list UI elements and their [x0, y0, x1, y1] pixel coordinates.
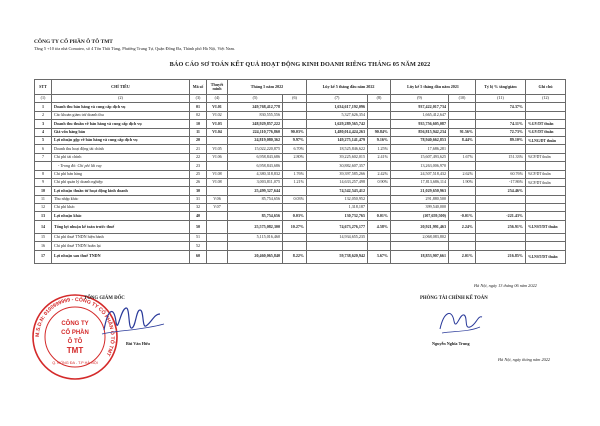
table-row [35, 136, 566, 144]
row-thang5-value: 5,115,016,460 [228, 233, 283, 241]
row-stt: 1 [35, 103, 52, 111]
row-ma-so: 22 [190, 153, 207, 161]
table-row [35, 212, 566, 220]
row-thuyet-minh [207, 242, 228, 250]
row-2022-value: 1,318,187 [307, 204, 368, 212]
row-thang5-value: 6,958,843,686 [228, 162, 283, 170]
row-thang5-pct [283, 187, 307, 195]
row-thuyet-minh: VI.08 [207, 178, 228, 186]
row-2022-value: 18,525,846,622 [307, 145, 368, 153]
row-note [526, 195, 566, 203]
header-ty-le: Tỷ lệ % tăng/giảm [476, 80, 526, 95]
row-note: %CP/DT thuần [526, 170, 566, 178]
accountant-signature [434, 305, 486, 339]
row-2022-pct: 3.67% [368, 250, 391, 263]
table-row [35, 170, 566, 178]
row-thang5-value: 25,499,327,644 [228, 187, 283, 195]
table-row [35, 204, 566, 212]
row-thang5-value [228, 242, 283, 250]
row-note [526, 187, 566, 195]
index-cell: (6) [283, 95, 307, 103]
row-note: %GV/DT thuần [526, 120, 566, 128]
header-luy-ke-2021: Lũy kế 5 tháng đầu năm 2021 [391, 80, 476, 95]
table-row [35, 120, 566, 128]
director-title: TỔNG GIÁM ĐỐC [84, 296, 125, 301]
row-2021-value: 24,507,518,432 [391, 170, 449, 178]
row-thang5-pct: 90.03% [283, 128, 307, 136]
row-2022-value: 39,225,602,015 [307, 153, 368, 161]
row-thang5-value: 224,110,776,860 [228, 128, 283, 136]
index-cell: (11) [476, 95, 526, 103]
row-2021-pct [449, 204, 476, 212]
row-stt: 15 [35, 233, 52, 241]
table-row [35, 195, 566, 203]
row-thuyet-minh: VI.01 [207, 103, 228, 111]
row-2021-pct [449, 195, 476, 203]
row-2021-pct: -0.01% [449, 212, 476, 220]
row-2021-value: (107,659,500) [391, 212, 449, 220]
row-ma-so: 32 [190, 204, 207, 212]
row-thang5-pct: 2.80% [283, 153, 307, 161]
company-name: CÔNG TY CỔ PHẦN Ô TÔ TMT [34, 39, 113, 45]
row-thang5-pct: 0.03% [283, 212, 307, 220]
row-2022-value: 59,738,620,942 [307, 250, 368, 263]
header-thang5: Tháng 5 năm 2022 [228, 80, 307, 95]
row-thang5-pct: 0.03% [283, 195, 307, 203]
row-thuyet-minh [207, 220, 228, 233]
row-change-pct: 72.73% [476, 128, 526, 136]
row-2021-value: 856,815,942,234 [391, 128, 449, 136]
footer-date: Hà Nội, ngày tháng năm 2022 [498, 357, 551, 362]
row-2022-value: 1,634,617,192,096 [307, 103, 368, 111]
row-stt: 14 [35, 220, 52, 233]
row-2021-pct [449, 103, 476, 111]
row-change-pct: 74.11% [476, 120, 526, 128]
row-name: Doanh thu bán hàng và cung cấp dịch vụ [52, 103, 190, 111]
row-2021-value: 17,813,686,114 [391, 178, 449, 186]
row-thuyet-minh: V.07 [207, 204, 228, 212]
row-2021-pct: 91.56% [449, 128, 476, 136]
row-name: Tổng lợi nhuận kế toán trước thuế [52, 220, 190, 233]
row-2021-value: 17,686,281 [391, 145, 449, 153]
stamp-bottom-text: Q. ĐỐNG ĐA - T.P HÀ NỘI [52, 361, 98, 365]
row-ma-so: 30 [190, 187, 207, 195]
row-name: Thu nhập khác [52, 195, 190, 203]
row-note: %CP/DT thuần [526, 153, 566, 161]
row-ma-so: 11 [190, 128, 207, 136]
row-ma-so: 26 [190, 178, 207, 186]
row-name: Chi phí khác [52, 204, 190, 212]
row-2022-pct [368, 187, 391, 195]
index-cell: (4) [207, 95, 228, 103]
row-thuyet-minh [207, 250, 228, 263]
row-change-pct: 254.46% [476, 187, 526, 195]
row-ma-so: 20 [190, 136, 207, 144]
row-note [526, 111, 566, 119]
row-name: Chi phí quản lý doanh nghiệp [52, 178, 190, 186]
row-thuyet-minh: VI.02 [207, 111, 228, 119]
table-header-row [35, 80, 566, 95]
index-cell: (2) [52, 95, 190, 103]
row-thang5-pct: 1.21% [283, 178, 307, 186]
row-thang5-value: 25,575,082,300 [228, 220, 283, 233]
row-2021-pct [449, 111, 476, 119]
header-stt: STT [35, 80, 52, 95]
table-body [35, 103, 566, 263]
report-table [34, 79, 566, 264]
row-ma-so: 21 [190, 145, 207, 153]
row-thang5-value: 24,819,080,362 [228, 136, 283, 144]
row-name: - Trong đó: Chi phí lãi vay [52, 162, 190, 170]
row-thuyet-minh: V.06 [207, 195, 228, 203]
stamp-ring-text: M.S.D.N: 0100999999 - CÔNG TY CỔ PHẦN Ô TÔ TMT [34, 296, 116, 357]
report-date: Hà Nội, ngày 13 tháng 06 năm 2022 [474, 283, 537, 288]
row-stt: 9 [35, 178, 52, 186]
row-ma-so: 31 [190, 195, 207, 203]
row-thang5-value: 15,022,220,875 [228, 145, 283, 153]
row-note [526, 162, 566, 170]
row-2022-pct [368, 233, 391, 241]
row-2022-pct [368, 120, 391, 128]
row-2021-pct: 2.62% [449, 170, 476, 178]
row-note [526, 233, 566, 241]
row-change-pct: 74.37% [476, 103, 526, 111]
header-chi-tieu: CHỈ TIÊU [52, 80, 190, 95]
row-name: Các khoản giảm trừ doanh thu [52, 111, 190, 119]
company-address: Tầng 5 +10 tòa nhà Comateo, số 4 Tôn Thất Tùng, Phường Trung Tự, Quận Đống Đa, Thành phố Hà Nội, Việt Nam. [34, 46, 236, 51]
row-2021-pct: 2.24% [449, 220, 476, 233]
row-2022-pct: 1.25% [368, 145, 391, 153]
table-row [35, 128, 566, 136]
row-thuyet-minh: VI.08 [207, 170, 228, 178]
row-2022-value: 14,633,257,498 [307, 178, 368, 186]
row-name: Lợi nhuận thuần từ hoạt động kinh doanh [52, 187, 190, 195]
accountant-name: Nguyễn Nghĩa Trung [432, 341, 470, 346]
row-2022-value: 74,673,276,177 [307, 220, 368, 233]
stamp-line: CÔNG TY [61, 321, 89, 327]
row-2021-value: 78,940,662,853 [391, 136, 449, 144]
row-note [526, 145, 566, 153]
row-2021-value: 937,422,017,734 [391, 103, 449, 111]
row-2021-value: 15,607,493,625 [391, 153, 449, 161]
row-2022-value: 30,882,607,357 [307, 162, 368, 170]
row-thang5-pct: 8.22% [283, 250, 307, 263]
row-2022-pct: 2.42% [368, 170, 391, 178]
row-stt: 5 [35, 136, 52, 144]
row-2021-value: 13,263,006,970 [391, 162, 449, 170]
row-2022-pct: 9.16% [368, 136, 391, 144]
row-note [526, 242, 566, 250]
row-stt: 4 [35, 128, 52, 136]
row-note [526, 212, 566, 220]
row-thang5-value: 3,003,811,075 [228, 178, 283, 186]
row-2022-value: 1,480,014,424,263 [307, 128, 368, 136]
header-luy-ke-2022: Lũy kế 5 tháng đầu năm 2022 [307, 80, 391, 95]
table-row [35, 178, 566, 186]
stamp-line: TMT [66, 346, 84, 355]
row-2022-pct [368, 195, 391, 203]
row-stt: 16 [35, 242, 52, 250]
row-stt: 8 [35, 170, 52, 178]
row-2021-pct: 2.01% [449, 250, 476, 263]
row-ma-so: 60 [190, 250, 207, 263]
row-name: Chi phí tài chính [52, 153, 190, 161]
row-stt: 3 [35, 120, 52, 128]
row-thang5-pct [283, 103, 307, 111]
index-cell: (9) [391, 95, 449, 103]
row-name: Lợi nhuận khác [52, 212, 190, 220]
row-thang5-pct: 1.76% [283, 170, 307, 178]
row-note [526, 204, 566, 212]
row-2022-pct: 90.84% [368, 128, 391, 136]
row-thang5-value: 248,929,857,222 [228, 120, 283, 128]
row-thang5-pct: 10.27% [283, 220, 307, 233]
row-change-pct: 151.33% [476, 153, 526, 161]
row-change-pct: 216.85% [476, 250, 526, 263]
table-row [35, 242, 566, 250]
row-2022-pct [368, 111, 391, 119]
row-note: %CP/DT thuần [526, 178, 566, 186]
table-row [35, 153, 566, 161]
stamp-line: CỔ PHẦN [61, 330, 89, 336]
row-2022-value: 149,275,141,479 [307, 136, 368, 144]
row-2022-pct [368, 103, 391, 111]
table-row [35, 103, 566, 111]
row-change-pct [476, 195, 526, 203]
row-name: Chi phí thuế TNDN hiện hành [52, 233, 190, 241]
table-row [35, 233, 566, 241]
row-name: Chi phí thuế TNDN hoãn lại [52, 242, 190, 250]
index-cell: (10) [449, 95, 476, 103]
row-2022-pct: 0.01% [368, 212, 391, 220]
index-cell: (7) [307, 95, 368, 103]
row-thuyet-minh: VI.03 [207, 120, 228, 128]
row-thuyet-minh: VI.05 [207, 145, 228, 153]
row-2022-pct [368, 162, 391, 170]
row-2021-value: 935,756,605,087 [391, 120, 449, 128]
row-stt: 13 [35, 212, 52, 220]
row-2021-value: 2,068,083,802 [391, 233, 449, 241]
row-thang5-pct [283, 162, 307, 170]
row-thuyet-minh: VI.04 [207, 128, 228, 136]
row-stt: 7 [35, 153, 52, 161]
row-2022-value: 1,629,289,565,742 [307, 120, 368, 128]
director-signature [98, 300, 168, 344]
row-name: Lợi nhuận sau thuế TNDN [52, 250, 190, 263]
row-ma-so: 25 [190, 170, 207, 178]
row-2022-value [307, 242, 368, 250]
row-ma-so: 51 [190, 233, 207, 241]
row-ma-so: 10 [190, 120, 207, 128]
row-note: %LNST/DT thuần [526, 250, 566, 263]
director-name: Bùi Văn Hữu [126, 341, 150, 346]
table-row [35, 220, 566, 233]
row-stt: 17 [35, 250, 52, 263]
row-thang5-pct [283, 242, 307, 250]
row-name: Chi phí bán hàng [52, 170, 190, 178]
row-thang5-value [228, 204, 283, 212]
row-2021-value: 399,540,000 [391, 204, 449, 212]
row-ma-so: 23 [190, 162, 207, 170]
row-2021-value [391, 242, 449, 250]
row-thang5-pct [283, 120, 307, 128]
index-cell: (12) [526, 95, 566, 103]
row-2021-pct [449, 187, 476, 195]
report-title: BÁO CÁO SƠ TOÁN KẾT QUẢ HOẠT ĐỘNG KINH DOANH RIÊNG THÁNG 05 NĂM 2022 [169, 61, 431, 68]
row-2021-pct [449, 162, 476, 170]
row-thuyet-minh [207, 233, 228, 241]
row-change-pct: -221.43% [476, 212, 526, 220]
row-2021-pct: 1.67% [449, 153, 476, 161]
row-change-pct [476, 145, 526, 153]
row-stt: 10 [35, 187, 52, 195]
row-ma-so: 50 [190, 220, 207, 233]
row-thang5-pct: 9.97% [283, 136, 307, 144]
header-ma-so: Mã số [190, 80, 207, 95]
accounting-dept-title: PHÒNG TÀI CHÍNH KẾ TOÁN [420, 296, 488, 301]
table-row [35, 111, 566, 119]
row-2021-pct [449, 120, 476, 128]
row-name: Giá vốn hàng bán [52, 128, 190, 136]
row-change-pct: 89.10% [476, 136, 526, 144]
row-thang5-value: 85,754,656 [228, 195, 283, 203]
row-change-pct: -17.86% [476, 178, 526, 186]
row-note: %GV/DT thuần [526, 128, 566, 136]
stamp-line: Ô TÔ [67, 339, 83, 345]
row-ma-so: 40 [190, 212, 207, 220]
header-ghi-chu: Ghi chú [526, 80, 566, 95]
row-thang5-pct: 6.70% [283, 145, 307, 153]
row-2021-value: 21,029,650,963 [391, 187, 449, 195]
row-2021-pct: 8.44% [449, 136, 476, 144]
row-2021-value: 18,853,907,661 [391, 250, 449, 263]
row-stt [35, 162, 52, 170]
row-ma-so: 02 [190, 111, 207, 119]
row-note: %LNG/DT thuần [526, 136, 566, 144]
row-2022-pct [368, 204, 391, 212]
row-change-pct [476, 162, 526, 170]
row-thuyet-minh: VI.06 [207, 153, 228, 161]
row-change-pct [476, 233, 526, 241]
index-cell: (1) [35, 95, 52, 103]
index-cell: (8) [368, 95, 391, 103]
row-2021-pct [449, 242, 476, 250]
row-ma-so: 01 [190, 103, 207, 111]
row-2021-pct [449, 145, 476, 153]
row-thang5-value: 830,555,556 [228, 111, 283, 119]
row-2022-value: 130,732,765 [307, 212, 368, 220]
row-thang5-value: 20,460,065,840 [228, 250, 283, 263]
row-2022-pct [368, 242, 391, 250]
row-stt: 11 [35, 195, 52, 203]
row-note [526, 103, 566, 111]
row-2021-pct: 1.90% [449, 178, 476, 186]
table-row [35, 187, 566, 195]
row-ma-so: 52 [190, 242, 207, 250]
row-change-pct [476, 242, 526, 250]
index-cell: (3) [190, 95, 207, 103]
row-stt: 2 [35, 111, 52, 119]
table-row [35, 145, 566, 153]
row-2021-value: 20,921,991,463 [391, 220, 449, 233]
row-2022-pct: 4.58% [368, 220, 391, 233]
row-2021-pct [449, 233, 476, 241]
row-thuyet-minh [207, 212, 228, 220]
row-stt: 12 [35, 204, 52, 212]
row-thang5-pct [283, 204, 307, 212]
row-thuyet-minh [207, 187, 228, 195]
table-row [35, 162, 566, 170]
row-change-pct: 256.91% [476, 220, 526, 233]
row-name: Doanh thu hoạt động tài chính [52, 145, 190, 153]
row-change-pct [476, 204, 526, 212]
header-thuyet-minh: Thuyết minh [207, 80, 228, 95]
row-name: Lợi nhuận gộp về bán hàng và cung cấp dịch vụ [52, 136, 190, 144]
row-2022-value: 14,934,655,235 [307, 233, 368, 241]
row-stt: 6 [35, 145, 52, 153]
row-change-pct [476, 111, 526, 119]
row-note: %LNST/DT thuần [526, 220, 566, 233]
row-2022-pct: 2.41% [368, 153, 391, 161]
row-thuyet-minh [207, 162, 228, 170]
row-2021-value: 1,665,412,647 [391, 111, 449, 119]
row-2022-value: 5,327,626,354 [307, 111, 368, 119]
row-thang5-pct [283, 233, 307, 241]
row-change-pct: 60.76% [476, 170, 526, 178]
row-thang5-value: 6,958,843,686 [228, 153, 283, 161]
table-index-row [35, 95, 566, 103]
row-2022-value: 74,542,543,412 [307, 187, 368, 195]
row-thang5-value: 249,768,412,778 [228, 103, 283, 111]
index-cell: (5) [228, 95, 283, 103]
table-row [35, 250, 566, 263]
row-name: Doanh thu thuần về bán hàng và cung cấp dịch vụ [52, 120, 190, 128]
row-thang5-pct [283, 111, 307, 119]
row-2021-value: 291,880,500 [391, 195, 449, 203]
row-2022-pct: 0.90% [368, 178, 391, 186]
row-2022-value: 132,050,952 [307, 195, 368, 203]
row-2022-value: 39,397,585,266 [307, 170, 368, 178]
row-thang5-value: 85,754,656 [228, 212, 283, 220]
row-thang5-value: 4,380,318,832 [228, 170, 283, 178]
row-thuyet-minh [207, 136, 228, 144]
